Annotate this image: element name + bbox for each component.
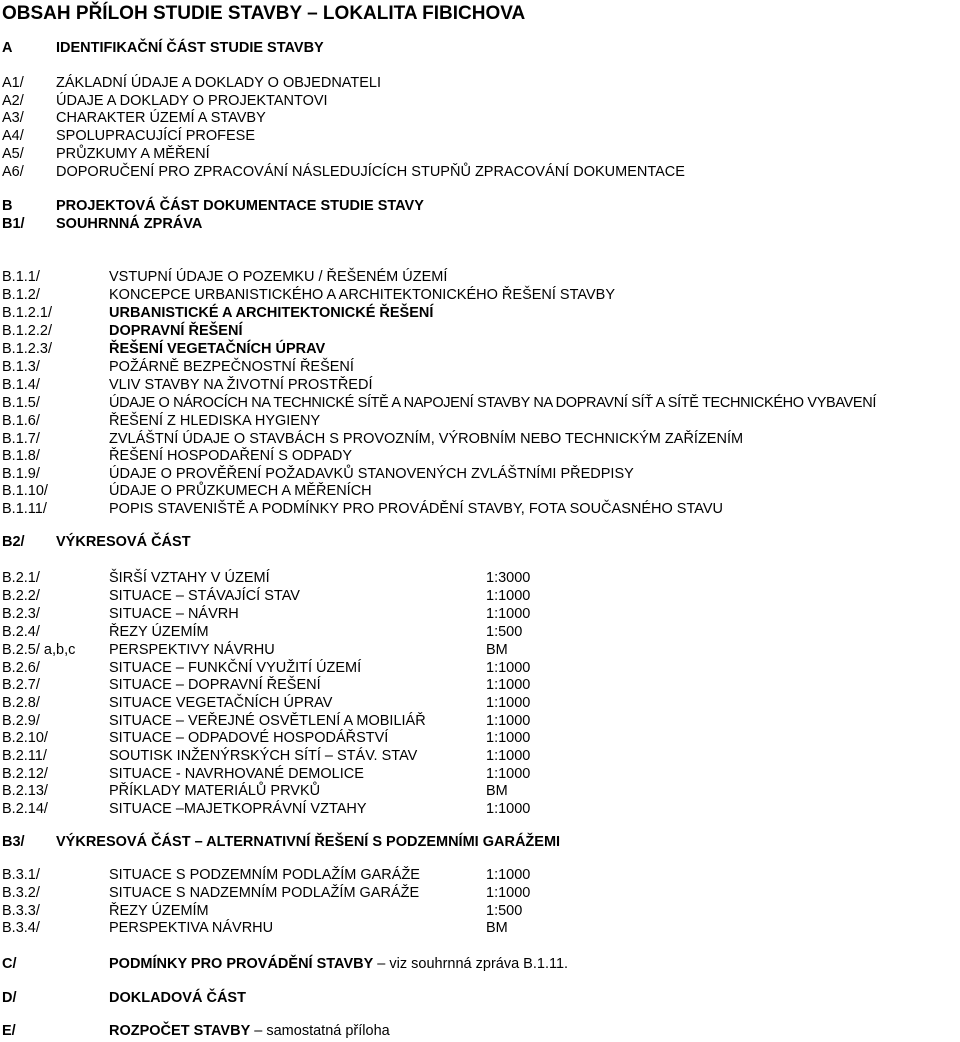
item-code: B.2.10/ (2, 730, 48, 746)
item-code: A3/ (2, 110, 24, 126)
drawing-scale: 1:1000 (486, 730, 531, 746)
item-code: A5/ (2, 146, 24, 162)
item-code: B.1.10/ (2, 483, 48, 499)
list-item (0, 394, 960, 412)
drawing-row (0, 659, 960, 677)
item-text: SITUACE – NÁVRH (109, 606, 239, 622)
item-text: SITUACE –MAJETKOPRÁVNÍ VZTAHY (109, 801, 367, 817)
item-code: B.1.11/ (2, 501, 47, 517)
section-title: VÝKRESOVÁ ČÁST (56, 534, 191, 550)
item-text: ŘEZY ÚZEMÍM (109, 903, 209, 919)
drawing-row (0, 605, 960, 623)
item-text: PŘÍKLADY MATERIÁLŮ PRVKŮ (109, 783, 321, 799)
item-code: B.1.3/ (2, 359, 40, 375)
drawing-scale: 1:1000 (486, 766, 531, 782)
list-item (0, 430, 960, 448)
drawing-scale: 1:1000 (486, 695, 531, 711)
drawing-scale: 1:1000 (486, 748, 531, 764)
item-code: A1/ (2, 75, 24, 91)
item-code: A4/ (2, 128, 24, 144)
section-code: D/ (2, 990, 17, 1006)
item-text: SITUACE – VEŘEJNÉ OSVĚTLENÍ A MOBILIÁŘ (109, 713, 426, 729)
list-item (0, 447, 960, 465)
item-code: B.2.8/ (2, 695, 40, 711)
section-code: B3/ (2, 834, 25, 850)
item-code: B.2.6/ (2, 660, 40, 676)
item-code: B.2.2/ (2, 588, 40, 604)
item-text: ŘEZY ÚZEMÍM (109, 624, 209, 640)
drawing-scale: 1:1000 (486, 588, 531, 604)
drawing-row (0, 884, 960, 902)
item-text: ÚDAJE O PRŮZKUMECH A MĚŘENÍCH (109, 483, 372, 499)
item-text: ÚDAJE O NÁROCÍCH NA TECHNICKÉ SÍTĚ A NAPOJENÍ STAVBY NA DOPRAVNÍ SÍŤ A SÍTĚ TECHNICKÉHO VYBAVENÍ (109, 395, 877, 411)
section-code: B2/ (2, 534, 25, 550)
item-text: SITUACE - NAVRHOVANÉ DEMOLICE (109, 766, 364, 782)
list-item (0, 340, 960, 358)
section-title: ROZPOČET STAVBY (109, 1023, 251, 1039)
item-text: SOUTISK INŽENÝRSKÝCH SÍTÍ – STÁV. STAV (109, 748, 418, 764)
item-code: B.1.1/ (2, 269, 40, 285)
section-c-heading (0, 955, 960, 973)
drawing-row (0, 676, 960, 694)
item-code: B.3.1/ (2, 867, 40, 883)
section-e-heading (0, 1022, 960, 1040)
drawing-row (0, 587, 960, 605)
section-d-heading (0, 989, 960, 1007)
section-a-heading (0, 39, 960, 57)
list-item (0, 500, 960, 518)
section-b2-heading (0, 533, 960, 551)
item-text: ZÁKLADNÍ ÚDAJE A DOKLADY O OBJEDNATELI (56, 75, 382, 91)
item-code: B.1.2.1/ (2, 305, 52, 321)
drawing-row (0, 765, 960, 783)
section-b3-heading (0, 833, 960, 851)
section-code: E/ (2, 1023, 16, 1039)
section-title: IDENTIFIKAČNÍ ČÁST STUDIE STAVBY (56, 40, 324, 56)
section-code: C/ (2, 956, 17, 972)
item-code: B.2.7/ (2, 677, 40, 693)
drawing-row (0, 694, 960, 712)
drawing-scale: BM (486, 642, 508, 658)
section-title: PODMÍNKY PRO PROVÁDĚNÍ STAVBY (109, 956, 374, 972)
drawing-scale: 1:1000 (486, 660, 531, 676)
item-code: B.2.1/ (2, 570, 40, 586)
list-item (0, 127, 960, 145)
item-text: PRŮZKUMY A MĚŘENÍ (56, 146, 210, 162)
drawing-scale: 1:3000 (486, 570, 531, 586)
drawing-row (0, 919, 960, 937)
drawing-scale: 1:500 (486, 903, 523, 919)
item-code: B.3.2/ (2, 885, 40, 901)
item-text: SITUACE – DOPRAVNÍ ŘEŠENÍ (109, 677, 321, 693)
list-item (0, 145, 960, 163)
item-code: A2/ (2, 93, 24, 109)
item-code: B.3.4/ (2, 920, 40, 936)
section-title: SOUHRNNÁ ZPRÁVA (56, 216, 203, 232)
list-item (0, 109, 960, 127)
item-text: ŘEŠENÍ HOSPODAŘENÍ S ODPADY (109, 448, 353, 464)
drawing-scale: BM (486, 920, 508, 936)
drawing-scale: 1:1000 (486, 606, 531, 622)
item-text: ŘEŠENÍ VEGETAČNÍCH ÚPRAV (109, 341, 326, 357)
item-text: SITUACE – ODPADOVÉ HOSPODÁŘSTVÍ (109, 730, 389, 746)
list-item (0, 376, 960, 394)
drawing-row (0, 623, 960, 641)
section-title: PROJEKTOVÁ ČÁST DOKUMENTACE STUDIE STAVY (56, 198, 424, 214)
item-code: B.1.8/ (2, 448, 40, 464)
section-b-heading (0, 197, 960, 215)
section-note: – samostatná příloha (250, 1023, 390, 1039)
item-code: B.1.9/ (2, 466, 40, 482)
item-text: DOPORUČENÍ PRO ZPRACOVÁNÍ NÁSLEDUJÍCÍCH STUPŇŮ ZPRACOVÁNÍ DOKUMENTACE (56, 164, 685, 180)
item-text: SITUACE – STÁVAJÍCÍ STAV (109, 588, 300, 604)
drawing-row (0, 729, 960, 747)
list-item (0, 268, 960, 286)
item-code: B.2.12/ (2, 766, 48, 782)
item-text: PERSPEKTIVA NÁVRHU (109, 920, 274, 936)
item-code: B.1.6/ (2, 413, 40, 429)
list-item (0, 163, 960, 181)
drawing-scale: 1:1000 (486, 867, 531, 883)
item-text: SITUACE – FUNKČNÍ VYUŽITÍ ÚZEMÍ (109, 660, 362, 676)
list-item (0, 304, 960, 322)
drawing-row (0, 866, 960, 884)
item-code: B.2.14/ (2, 801, 48, 817)
item-code: B.2.13/ (2, 783, 48, 799)
item-text: VLIV STAVBY NA ŽIVOTNÍ PROSTŘEDÍ (109, 377, 373, 393)
list-item (0, 286, 960, 304)
item-code: B.1.4/ (2, 377, 40, 393)
item-text: ÚDAJE O PROVĚŘENÍ POŽADAVKŮ STANOVENÝCH ZVLÁŠTNÍMI PŘEDPISY (109, 466, 634, 482)
item-text: CHARAKTER ÚZEMÍ A STAVBY (56, 110, 266, 126)
item-text: URBANISTICKÉ A ARCHITEKTONICKÉ ŘEŠENÍ (109, 305, 434, 321)
item-code: B.3.3/ (2, 903, 40, 919)
item-text: ZVLÁŠTNÍ ÚDAJE O STAVBÁCH S PROVOZNÍM, VÝROBNÍM NEBO TECHNICKÝM ZAŘÍZENÍM (109, 431, 744, 447)
item-code: B.2.5/ a,b,c (2, 642, 76, 658)
item-code: B.2.9/ (2, 713, 40, 729)
item-code: B.2.3/ (2, 606, 40, 622)
drawing-row (0, 902, 960, 920)
list-item (0, 465, 960, 483)
section-code: A (2, 40, 13, 56)
list-item (0, 412, 960, 430)
item-text: ŘEŠENÍ Z HLEDISKA HYGIENY (109, 413, 321, 429)
drawing-row (0, 712, 960, 730)
drawing-row (0, 641, 960, 659)
item-code: B.1.2/ (2, 287, 40, 303)
item-text: ÚDAJE A DOKLADY O PROJEKTANTOVI (56, 93, 328, 109)
item-text: POPIS STAVENIŠTĚ A PODMÍNKY PRO PROVÁDĚNÍ STAVBY, FOTA SOUČASNÉHO STAVU (109, 501, 723, 517)
drawing-row (0, 782, 960, 800)
item-text: SITUACE VEGETAČNÍCH ÚPRAV (109, 695, 333, 711)
drawing-row (0, 569, 960, 587)
item-code: B.1.2.3/ (2, 341, 52, 357)
item-text: PERSPEKTIVY NÁVRHU (109, 642, 275, 658)
page-title: OBSAH PŘÍLOH STUDIE STAVBY – LOKALITA FIBICHOVA (2, 3, 526, 24)
item-text: DOPRAVNÍ ŘEŠENÍ (109, 323, 243, 339)
item-code: B.2.4/ (2, 624, 40, 640)
section-title: DOKLADOVÁ ČÁST (109, 990, 246, 1006)
section-code: B1/ (2, 216, 25, 232)
list-item (0, 358, 960, 376)
drawing-scale: 1:1000 (486, 713, 531, 729)
item-code: A6/ (2, 164, 24, 180)
drawing-scale: BM (486, 783, 508, 799)
section-code: B (2, 198, 13, 214)
item-text: KONCEPCE URBANISTICKÉHO A ARCHITEKTONICKÉHO ŘEŠENÍ STAVBY (109, 287, 615, 303)
section-note: – viz souhrnná zpráva B.1.11. (373, 956, 569, 972)
item-code: B.1.7/ (2, 431, 40, 447)
section-title-wrap (109, 1022, 390, 1040)
section-title: VÝKRESOVÁ ČÁST – ALTERNATIVNÍ ŘEŠENÍ S PODZEMNÍMI GARÁŽEMI (56, 834, 561, 850)
list-item (0, 92, 960, 110)
item-text: SITUACE S NADZEMNÍM PODLAŽÍM GARÁŽE (109, 885, 420, 901)
drawing-row (0, 800, 960, 818)
list-item (0, 74, 960, 92)
item-text: SPOLUPRACUJÍCÍ PROFESE (56, 128, 256, 144)
item-text: ŠIRŠÍ VZTAHY V ÚZEMÍ (109, 570, 270, 586)
item-code: B.2.11/ (2, 748, 47, 764)
item-text: SITUACE S PODZEMNÍM PODLAŽÍM GARÁŽE (109, 867, 420, 883)
section-title-wrap (109, 955, 568, 973)
section-b1-heading (0, 215, 960, 233)
item-code: B.1.2.2/ (2, 323, 52, 339)
item-text: VSTUPNÍ ÚDAJE O POZEMKU / ŘEŠENÉM ÚZEMÍ (109, 269, 448, 285)
list-item (0, 482, 960, 500)
drawing-scale: 1:1000 (486, 801, 531, 817)
drawing-scale: 1:1000 (486, 677, 531, 693)
drawing-row (0, 747, 960, 765)
drawing-scale: 1:500 (486, 624, 523, 640)
drawing-scale: 1:1000 (486, 885, 531, 901)
item-text: POŽÁRNĚ BEZPEČNOSTNÍ ŘEŠENÍ (109, 359, 354, 375)
item-code: B.1.5/ (2, 395, 40, 411)
list-item (0, 322, 960, 340)
